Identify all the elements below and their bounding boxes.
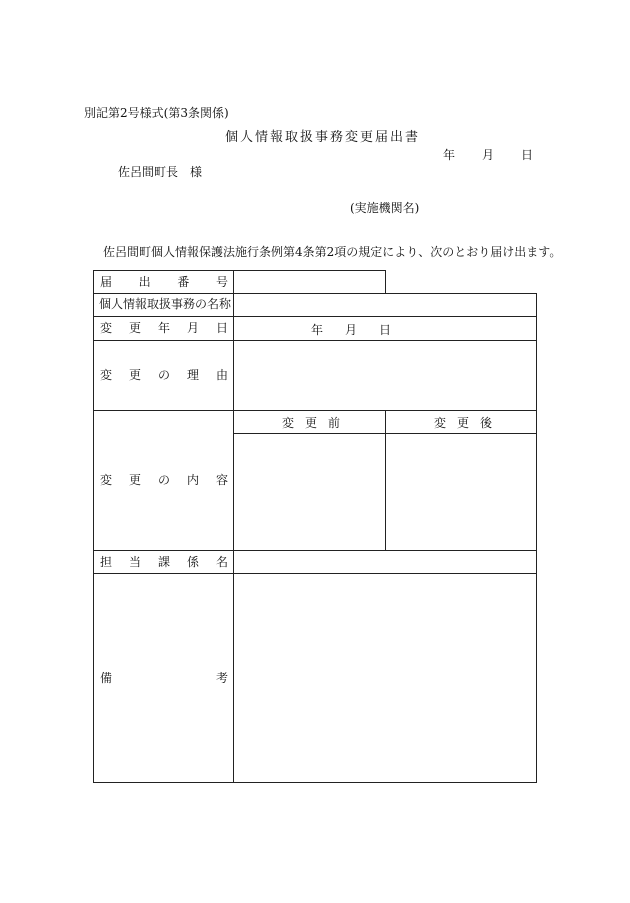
date-month: 月 xyxy=(481,148,494,162)
table-line xyxy=(233,270,234,783)
date-year: 年 xyxy=(443,148,456,162)
table-line xyxy=(93,340,537,341)
notification-number-label: 届 出 番 号 xyxy=(100,275,228,289)
table-line xyxy=(93,270,94,293)
change-date-value: 年 月 日 xyxy=(311,323,391,337)
table-line xyxy=(385,410,386,550)
form-number: 別記第2号様式(第3条関係) xyxy=(84,106,229,120)
date-day: 日 xyxy=(520,148,533,162)
section-name-label: 担 当 課 係 名 xyxy=(100,555,228,569)
table-line xyxy=(93,550,537,551)
table-line xyxy=(93,316,537,317)
table-line xyxy=(385,270,386,293)
after-change-header: 変 更 後 xyxy=(434,415,492,430)
remarks-label: 備 考 xyxy=(100,671,228,685)
organization-name-label: (実施機関名) xyxy=(350,201,420,215)
document-title: 個人情報取扱事務変更届出書 xyxy=(225,130,421,145)
before-change-header: 変 更 前 xyxy=(282,415,340,430)
affair-name-label: 個人情報取扱事務の名称 xyxy=(99,297,232,311)
table-line xyxy=(93,270,385,271)
change-date-label: 変 更 年 月 日 xyxy=(100,321,228,335)
table-line xyxy=(93,573,537,574)
change-content-label: 変 更 の 内 容 xyxy=(100,473,228,487)
form-table xyxy=(93,293,537,783)
addressee: 佐呂間町長 様 xyxy=(118,165,203,179)
table-line xyxy=(93,410,537,411)
statement-text: 佐呂間町個人情報保護法施行条例第4条第2項の規定により、次のとおり届け出ます。 xyxy=(103,245,562,259)
submission-date xyxy=(443,149,533,161)
change-reason-label: 変 更 の 理 由 xyxy=(100,368,228,382)
